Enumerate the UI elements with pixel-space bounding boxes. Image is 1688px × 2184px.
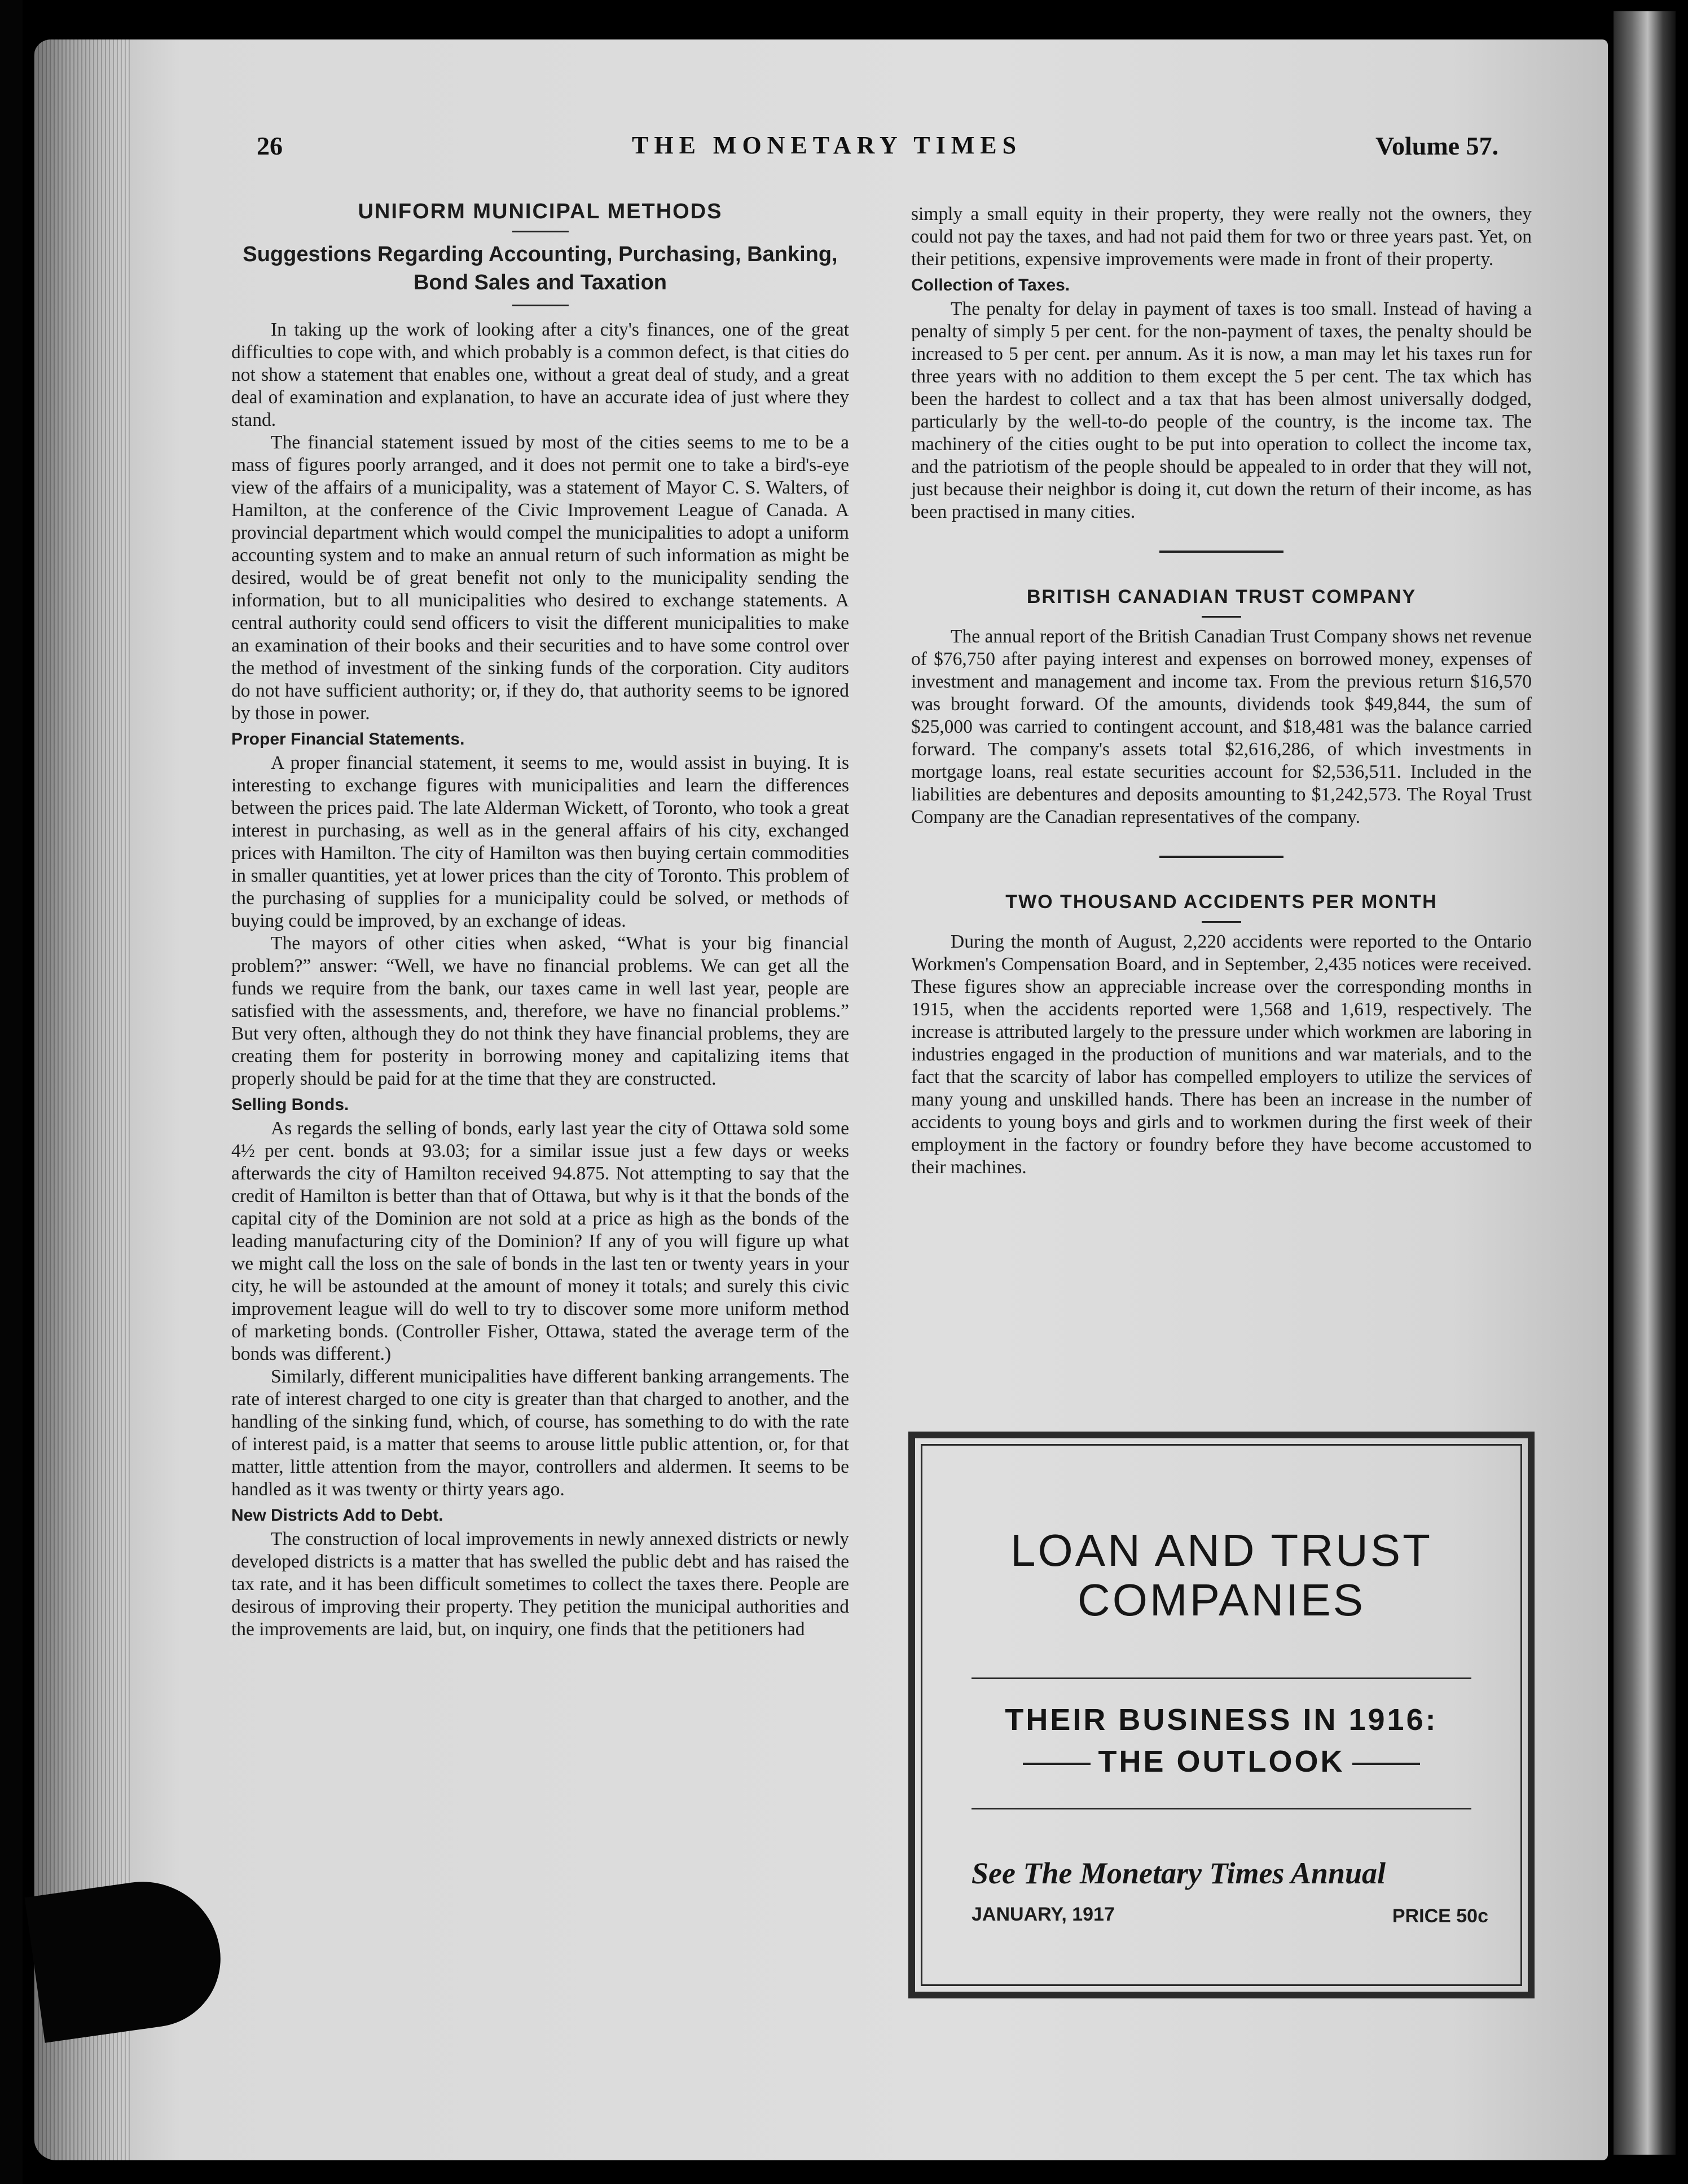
- dash: [1352, 1763, 1420, 1765]
- section-heading: New Districts Add to Debt.: [231, 1506, 443, 1525]
- ad-subheadline-line2: [915, 1741, 1528, 1782]
- book-spine: [1614, 11, 1676, 2155]
- publication-title: THE MONETARY TIMES: [632, 131, 1022, 159]
- paragraph: As regards the selling of bonds, early last year the city of Ottawa sold some 4½ per cent. bonds at 93.03; for a similar issue just a few days or weeks afterwards the city of Hamilton received 94.875. Not attempting to say that the credit of Hamilton is better than that of Ottawa, but why is it that the bonds of the capital city of the Dominion are not sold at a price as high as the bonds of the leading manufacturing city of the Dominion? If any of you will figure up what we might call the loss on the sale of bonds in the last ten or twenty years in your city, he will be astounded at the amount of money it totals; and surely this civic improvement league will do well to try to discover some more uniform method of marketing bonds. (Controller Fisher, Ottawa, stated the average term of the bonds was different.): [231, 1118, 849, 1364]
- ad-headline-line2: COMPANIES: [1077, 1575, 1366, 1625]
- paragraph-continued: simply a small equity in their property, they were really not the owners, they could not pay the taxes, and had not paid them for two or three years past. Yet, on their petitions, expensive improvements were made in front of their property.: [911, 204, 1532, 270]
- ad-rule: [972, 1808, 1471, 1809]
- article-subtitle: Suggestions Regarding Accounting, Purchasing, Banking, Bond Sales and Taxation: [243, 243, 838, 294]
- right-column: [911, 203, 1532, 1179]
- paragraph: The construction of local improvements in newly annexed districts or newly developed districts is a matter that has swelled the public debt and has raised the tax rate, and it has been difficult sometimes to collect the taxes there. People are desirous of improving their property. They petition the municipal authorities and the improvements are laid, but, on inquiry, one finds that the petitioners had: [231, 1529, 849, 1640]
- ad-headline: [915, 1526, 1528, 1625]
- ad-outlook: THE OUTLOOK: [1098, 1745, 1345, 1778]
- page-edges: [34, 39, 130, 2160]
- divider: [1159, 856, 1283, 858]
- paragraph: During the month of August, 2,220 accidents were reported to the Ontario Workmen's Compensation Board, and in September, 2,435 notices were received. These figures show an appreciable increase over the corresponding months in 1915, when the accidents reported were 1,568 and 1,619, respectively. The increase is attributed largely to the pressure under which workmen are laboring in industries engaged in the production of munitions and war materials, and to the fact that the scarcity of labor has compelled employers to utilize the services of many young and unskilled hands. There has been an increase in the number of accidents to young boys and girls and to workmen during the first week of their employment in the factory or foundry before they have become accustomed to their machines.: [911, 931, 1532, 1178]
- scan-border: [0, 0, 23, 2184]
- divider: [512, 231, 569, 232]
- ad-call-to-action: See The Monetary Times Annual: [972, 1856, 1386, 1890]
- ad-date: JANUARY, 1917: [972, 1904, 1115, 1925]
- ad-price: PRICE 50c: [1392, 1905, 1488, 1927]
- article-title: UNIFORM MUNICIPAL METHODS: [358, 200, 723, 223]
- volume-label: Volume 57.: [1375, 131, 1499, 160]
- section-heading: Collection of Taxes.: [911, 276, 1070, 294]
- article-title: TWO THOUSAND ACCIDENTS PER MONTH: [1005, 891, 1438, 913]
- ad-subheadline-line1: THEIR BUSINESS IN 1916:: [1005, 1703, 1438, 1737]
- paragraph: The penalty for delay in payment of taxes is too small. Instead of having a penalty of simply 5 per cent. for the non-payment of taxes, the penalty should be increased to 5 per cent. per annum. As it is now, a man may let his taxes run for three years with no addition to them except the 5 per cent. The tax which has been the hardest to collect and a tax that has been almost universally dodged, particularly by the well-to-do people of the country, is the income tax. The machinery of the cities ought to be put into operation to collect the income tax, and the patriotism of the people should be appealed to in order that they will not, just because their neighbor is doing it, cut down the return of their income, as has been practised in many cities.: [911, 298, 1532, 522]
- divider: [1202, 921, 1241, 923]
- paragraph: The annual report of the British Canadian Trust Company shows net revenue of $76,750 after paying interest and expenses on borrowed money, expenses of investment and management and income tax. From the previous return $16,570 was brought forward. Of the amounts, dividends took $49,844, the sum of $25,000 was carried to contingent account, and $18,481 was the balance carried forward. The company's assets total $2,616,286, of which investments in mortgage loans, real estate securities account for $2,536,511. Included in the liabilities are debentures and deposits amounting to $1,242,573. The Royal Trust Company are the Canadian representatives of the company.: [911, 626, 1532, 827]
- paragraph: Similarly, different municipalities have different banking arrangements. The rate of interest charged to one city is greater than that charged to another, and the handling of the sinking fund, which, of course, has something to do with the rate of interest paid, is a matter that seems to arouse little public attention, or, for that matter, little attention from the mayor, controllers and aldermen. It seems to be handled as it was twenty or thirty years ago.: [231, 1366, 849, 1500]
- divider: [1202, 616, 1241, 618]
- ad-headline-line1: LOAN AND TRUST: [1010, 1525, 1432, 1575]
- paragraph: A proper financial statement, it seems to me, would assist in buying. It is interesting to exchange figures with municipalities and learn the differences between the prices paid. The late Alderman Wickett, of Toronto, who took a great interest in purchasing, as well as in the general affairs of his city, exchanged prices with Hamilton. The city of Hamilton was then buying certain commodities in smaller quantities, yet at lower prices than the city of Toronto. This problem of the purchasing of supplies for a municipality could be solved, or methods of buying could be improved, by an exchange of ideas.: [231, 752, 849, 931]
- divider: [1159, 551, 1283, 553]
- section-heading: Selling Bonds.: [231, 1095, 349, 1114]
- paragraph: In taking up the work of looking after a city's finances, one of the great difficulties to cope with, and which probably is a common defect, is that cities do not show a statement that enables one, without a great deal of study, and a great deal of examination and explanation, to have an accurate idea of just where they stand.: [231, 319, 849, 430]
- divider: [512, 305, 569, 306]
- left-column: [231, 200, 849, 1641]
- section-heading: Proper Financial Statements.: [231, 730, 465, 748]
- article-title: BRITISH CANADIAN TRUST COMPANY: [1026, 586, 1417, 607]
- page-number: 26: [257, 131, 283, 160]
- paragraph: The financial statement issued by most of the cities seems to me to be a mass of figures poorly arranged, and it does not permit one to take a bird's-eye view of the affairs of a municipality, was a statement of Mayor C. S. Walters, of Hamilton, at the conference of the Civic Improvement League of Canada. A provincial department which would compel the municipalities to adopt a uniform accounting system and to make an annual return of such information as might be desired, would be of great benefit not only to the municipality sending the information, but to all municipalities who desired to exchange statements. A central authority could send officers to visit the different municipalities to make an examination of their books and their securities and to have some control over the method of investment of the sinking funds of the corporation. City auditors do not have sufficient authority; or, if they do, that authority seems to be ignored by those in power.: [231, 432, 849, 724]
- ad-rule: [972, 1677, 1471, 1679]
- paragraph: The mayors of other cities when asked, “What is your big financial problem?” answer: “Well, we have no financial problems. We can get all the funds we require from the bank, our taxes came in well last year, people are satisfied with the assessments, and, therefore, we have no financial problems.” But very often, although they do not think they have financial problems, they are creating them for posterity in borrowing money and capitalizing items that properly should be paid for at the time that they are constructed.: [231, 933, 849, 1089]
- dash: [1023, 1763, 1091, 1765]
- ad-subheadline: [915, 1699, 1528, 1782]
- advertisement-box: [908, 1432, 1535, 1998]
